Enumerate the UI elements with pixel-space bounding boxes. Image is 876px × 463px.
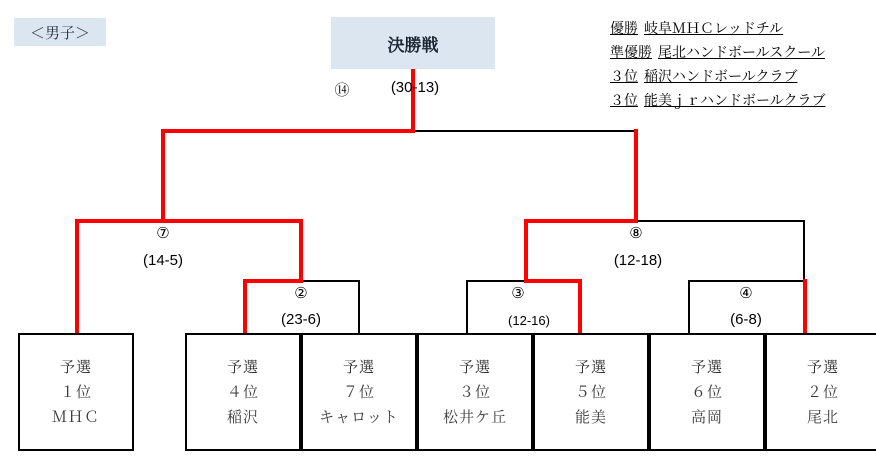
team-box xyxy=(185,333,301,451)
team-name: ＭＨＣ xyxy=(51,408,100,426)
team-round: 予選 xyxy=(574,358,607,376)
match-number-quarter-2: ② xyxy=(294,285,308,302)
quarter-2-leg-right xyxy=(358,280,360,335)
team-rank: ２位 xyxy=(806,383,839,401)
team-box xyxy=(765,333,876,451)
quarter-4-bar xyxy=(688,280,805,282)
team-name: 稲沢 xyxy=(226,408,259,426)
result-team: 稲沢ハンドボールクラブ xyxy=(644,68,798,84)
team-rank: ３位 xyxy=(458,383,491,401)
team-box xyxy=(18,333,134,451)
semifinal-left-stem xyxy=(161,129,165,221)
match-number-semifinal-left: ⑦ xyxy=(156,225,170,242)
match-number-quarter-4: ④ xyxy=(739,285,753,302)
team-rank: １位 xyxy=(59,383,92,401)
semifinal-left-leg-1 xyxy=(75,219,79,335)
team-box xyxy=(533,333,649,451)
result-rank: ３位 xyxy=(610,68,638,84)
result-row xyxy=(610,42,866,66)
team-rank: ７位 xyxy=(342,383,375,401)
result-rank: ３位 xyxy=(610,92,638,108)
result-row xyxy=(610,66,866,90)
team-round: 予選 xyxy=(806,358,839,376)
team-boxes xyxy=(0,333,876,453)
quarter-2-bar-right xyxy=(303,280,360,282)
team-rank: ６位 xyxy=(690,383,723,401)
match-number-quarter-3: ③ xyxy=(511,285,525,302)
match-score-semifinal-right: (12-18) xyxy=(613,252,663,269)
team-round: 予選 xyxy=(59,358,92,376)
quarter-3-bar-left xyxy=(466,280,524,282)
team-name: 尾北 xyxy=(806,408,839,426)
match-score-semifinal-left: (14-5) xyxy=(142,252,183,269)
quarter-3-bar-right xyxy=(524,279,582,283)
match-score-quarter-3: (12-16) xyxy=(508,313,550,328)
match-number-final: ⑭ xyxy=(334,82,350,99)
team-round: 予選 xyxy=(342,358,375,376)
quarter-4-leg-left xyxy=(688,280,690,335)
semifinal-right-leg-1 xyxy=(524,219,528,281)
match-score-quarter-2: (23-6) xyxy=(280,311,321,328)
team-rank: ４位 xyxy=(226,383,259,401)
semifinal-right-leg-2 xyxy=(803,220,805,281)
semifinal-right-stem xyxy=(634,129,638,221)
match-score-final: (30-13) xyxy=(390,79,440,96)
match-number-semifinal-right: ⑧ xyxy=(629,225,643,242)
match-score-quarter-4: (6-8) xyxy=(730,311,762,328)
final-match-box: 決勝戦 xyxy=(331,17,495,69)
result-rank: 準優勝 xyxy=(610,44,652,60)
team-box xyxy=(649,333,765,451)
quarter-3-leg-right xyxy=(578,279,582,335)
team-rank: ５位 xyxy=(574,383,607,401)
gender-label: ＜男子＞ xyxy=(14,18,106,46)
team-round: 予選 xyxy=(226,358,259,376)
team-name: 能美 xyxy=(574,408,607,426)
result-team: 岐阜ＭＨＣレッドチル xyxy=(644,20,784,36)
semifinal-left-bar xyxy=(75,219,303,223)
team-name: 高岡 xyxy=(690,408,723,426)
result-row xyxy=(610,90,866,114)
quarter-2-leg-left xyxy=(243,279,247,335)
results-list xyxy=(610,18,866,114)
semifinal-left-leg-2 xyxy=(299,219,303,281)
result-rank: 優勝 xyxy=(610,20,638,36)
quarter-4-leg-right xyxy=(803,279,807,335)
result-row xyxy=(610,18,866,42)
team-box xyxy=(417,333,533,451)
team-name: キャロット xyxy=(319,408,399,426)
final-connector-right xyxy=(415,130,637,132)
team-round: 予選 xyxy=(690,358,723,376)
team-box xyxy=(301,333,417,451)
result-team: 尾北ハンドボールスクール xyxy=(658,44,826,60)
quarter-2-bar-left xyxy=(243,279,303,283)
final-connector-left xyxy=(161,129,415,133)
result-team: 能美ｊｒハンドボールクラブ xyxy=(644,92,826,108)
quarter-3-leg-left xyxy=(466,280,468,335)
team-round: 予選 xyxy=(458,358,491,376)
semifinal-right-bar-right xyxy=(638,220,805,222)
semifinal-right-bar-left xyxy=(524,219,638,223)
team-name: 松井ケ丘 xyxy=(442,408,507,426)
